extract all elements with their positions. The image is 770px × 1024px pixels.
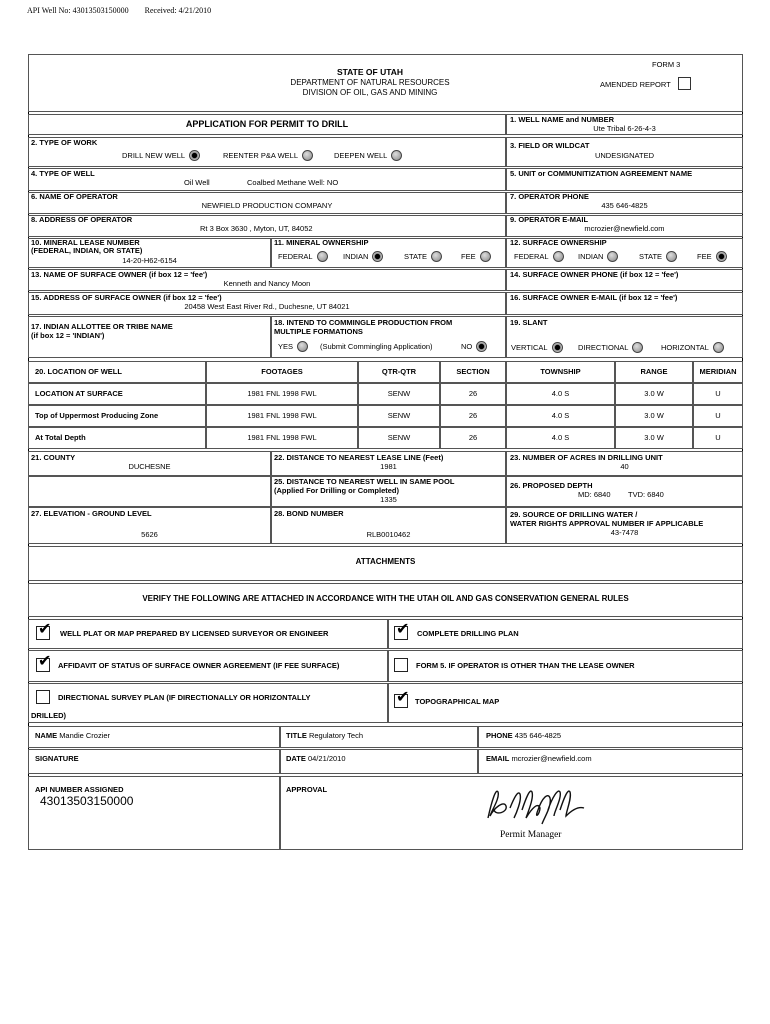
loc-header-text: SECTION: [456, 367, 490, 376]
loc-cell-value: 4.0 S: [551, 389, 570, 398]
attach-6-label: TOPOGRAPHICAL MAP: [415, 697, 500, 706]
surface-owner-phone-label: 14. SURFACE OWNER PHONE (if box 12 = 'fee'): [510, 270, 679, 279]
loc-cell-value: 26: [468, 389, 478, 398]
commingle-opt-yes[interactable]: [278, 341, 308, 352]
slant-opt-directional[interactable]: [578, 342, 643, 353]
state-label: STATE: [404, 252, 428, 261]
loc-header-text: FOOTAGES: [261, 367, 303, 376]
mineral-opt-indian[interactable]: [343, 251, 383, 262]
api-number-value: 43013503150000: [40, 794, 134, 808]
radio-selected-icon: [716, 251, 727, 262]
radio-icon: [607, 251, 618, 262]
radio-icon: [632, 342, 643, 353]
commingle-opt-no[interactable]: [461, 341, 487, 352]
radio-icon: [666, 251, 677, 262]
nearest-well-value: 1335: [380, 495, 397, 504]
county-value: DUCHESNE: [128, 462, 171, 471]
well-name-value: Ute Tribal 6-26-4-3: [593, 124, 656, 133]
blank-cell: [28, 476, 271, 507]
county-label: 21. COUNTY: [31, 453, 76, 462]
water-source-value: 43-7478: [610, 528, 639, 537]
amended-checkbox[interactable]: [678, 77, 691, 90]
deepen-label: DEEPEN WELL: [334, 151, 388, 160]
operator-phone-value: 435 646-4825: [601, 201, 648, 210]
verify-text: VERIFY THE FOLLOWING ARE ATTACHED IN ACCORDANCE WITH THE UTAH OIL AND GAS CONSERVATION GENERAL RULES: [142, 594, 629, 603]
loc-cell-value: SENW: [387, 389, 411, 398]
check-icon: ✔: [396, 621, 410, 638]
attach-1-label: WELL PLAT OR MAP PREPARED BY LICENSED SURVEYOR OR ENGINEER: [60, 629, 329, 638]
loc-header-text: TOWNSHIP: [540, 367, 581, 376]
commingle-note: (Submit Commingling Application): [320, 342, 433, 351]
commingle-label: 18. INTEND TO COMMINGLE PRODUCTION FROM: [274, 318, 453, 327]
mineral-lease-sublabel: (FEDERAL, INDIAN, OR STATE): [31, 246, 143, 255]
mineral-lease-label: 10. MINERAL LEASE NUMBER: [31, 238, 140, 247]
surface-owner-address-label: 15. ADDRESS OF SURFACE OWNER (if box 12 = 'fee'): [31, 293, 222, 302]
attach-6-checkbox[interactable]: [394, 689, 410, 708]
indian-allottee-sublabel: (if box 12 = 'INDIAN'): [31, 331, 105, 340]
type-of-work-label: 2. TYPE OF WORK: [31, 138, 98, 147]
operator-phone-label: 7. OPERATOR PHONE: [510, 192, 589, 201]
field-wildcat-label: 3. FIELD OR WILDCAT: [510, 141, 590, 150]
opt-drill-new-well[interactable]: [122, 150, 200, 161]
form-number: FORM 3: [652, 60, 681, 69]
attachments-title: ATTACHMENTS: [355, 557, 416, 566]
attach-5-label: DIRECTIONAL SURVEY PLAN (IF DIRECTIONALLY OR HORIZONTALLY: [58, 693, 311, 702]
surface-owner-address-value: 20458 West East River Rd., Duchesne, UT 84021: [184, 302, 350, 311]
attach-2-label: COMPLETE DRILLING PLAN: [417, 629, 519, 638]
water-source-label: 29. SOURCE OF DRILLING WATER /: [510, 510, 638, 519]
division-title: DIVISION OF OIL, GAS AND MINING: [302, 88, 438, 97]
operator-email-label: 9. OPERATOR E-MAIL: [510, 215, 589, 224]
nearest-well-label: 25. DISTANCE TO NEAREST WELL IN SAME POOL: [274, 477, 455, 486]
well-name-label: 1. WELL NAME and NUMBER: [510, 115, 615, 124]
title-label: TITLE: [286, 731, 307, 740]
radio-icon: [480, 251, 491, 262]
attach-5-label-cont: DRILLED): [31, 711, 66, 720]
loc-cell-value: U: [715, 433, 721, 442]
surface-opt-fee[interactable]: [697, 251, 727, 262]
lease-line-distance-value: 1981: [380, 462, 397, 471]
attach-3-checkbox[interactable]: [36, 653, 52, 672]
name-field: [35, 731, 110, 740]
loc-cell-value: 26: [468, 411, 478, 420]
radio-icon: [431, 251, 442, 262]
elevation-label: 27. ELEVATION - GROUND LEVEL: [31, 509, 152, 518]
permit-manager-label: Permit Manager: [500, 830, 562, 840]
type-of-well-label: 4. TYPE OF WELL: [31, 169, 95, 178]
application-title: APPLICATION FOR PERMIT TO DRILL: [185, 119, 349, 129]
check-icon: ✔: [38, 653, 52, 670]
loc-cell-value: SENW: [387, 433, 411, 442]
date-value: 04/21/2010: [307, 754, 346, 763]
lease-line-distance-label: 22. DISTANCE TO NEAREST LEASE LINE (Feet): [274, 453, 444, 462]
mineral-opt-state[interactable]: [404, 251, 442, 262]
loc-header-text: RANGE: [640, 367, 668, 376]
loc-row-label: Top of Uppermost Producing Zone: [35, 411, 159, 420]
drill-new-well-label: DRILL NEW WELL: [122, 151, 186, 160]
indian-label: INDIAN: [578, 252, 604, 261]
attach-5-checkbox[interactable]: [36, 690, 50, 704]
slant-opt-horizontal[interactable]: [661, 342, 724, 353]
radio-selected-icon: [476, 341, 487, 352]
operator-address-value: Rt 3 Box 3630 , Myton, UT, 84052: [200, 224, 313, 233]
opt-deepen-well[interactable]: [334, 150, 402, 161]
slant-label: 19. SLANT: [510, 318, 548, 327]
approval-signature-icon: [482, 780, 592, 826]
api-number-label: API NUMBER ASSIGNED: [35, 785, 124, 794]
attach-3-label: AFFIDAVIT OF STATUS OF SURFACE OWNER AGREEMENT (IF FEE SURFACE): [58, 661, 340, 670]
federal-label: FEDERAL: [278, 252, 313, 261]
attach-4-label: FORM 5. IF OPERATOR IS OTHER THAN THE LEASE OWNER: [416, 661, 635, 670]
loc-row-label: At Total Depth: [35, 433, 86, 442]
radio-selected-icon: [552, 342, 563, 353]
fee-label: FEE: [461, 252, 476, 261]
federal-label: FEDERAL: [514, 252, 549, 261]
surface-owner-email-label: 16. SURFACE OWNER E-MAIL (if box 12 = 'fee'): [510, 293, 678, 302]
email-field: [486, 754, 592, 763]
fee-label: FEE: [697, 252, 712, 261]
yes-label: YES: [278, 342, 294, 351]
elevation-value: 5626: [141, 530, 158, 539]
state-title: STATE OF UTAH: [336, 67, 404, 77]
mineral-ownership-label: 11. MINERAL OWNERSHIP: [274, 238, 369, 247]
reenter-label: REENTER P&A WELL: [223, 151, 299, 160]
loc-cell-value: 3.0 W: [644, 433, 664, 442]
coalbed-methane-value: Coalbed Methane Well: NO: [247, 178, 339, 187]
opt-reenter-pa-well[interactable]: [223, 150, 313, 161]
bond-number-value: RLB0010462: [366, 530, 411, 539]
indian-allottee-label: 17. INDIAN ALLOTTEE OR TRIBE NAME: [31, 322, 173, 331]
bond-number-label: 28. BOND NUMBER: [274, 509, 344, 518]
date-label: DATE: [286, 754, 306, 763]
radio-selected-icon: [372, 251, 383, 262]
loc-row-label: LOCATION AT SURFACE: [35, 389, 123, 398]
acres-label: 23. NUMBER OF ACRES IN DRILLING UNIT: [510, 453, 663, 462]
attach-5-cell: [28, 683, 388, 723]
radio-icon: [302, 150, 313, 161]
name-value: Mandie Crozier: [59, 731, 111, 740]
surface-ownership-label: 12. SURFACE OWNERSHIP: [510, 238, 607, 247]
loc-cell-value: 26: [468, 433, 478, 442]
indian-label: INDIAN: [343, 252, 369, 261]
loc-cell-value: 3.0 W: [644, 411, 664, 420]
attach-4-checkbox[interactable]: [394, 658, 408, 672]
operator-name-label: 6. NAME OF OPERATOR: [31, 192, 118, 201]
dept-title: DEPARTMENT OF NATURAL RESOURCES: [290, 78, 450, 87]
loc-cell-value: 1981 FNL 1998 FWL: [247, 411, 317, 420]
proposed-tvd-value: TVD: 6840: [628, 490, 664, 499]
operator-address-label: 8. ADDRESS OF OPERATOR: [31, 215, 133, 224]
signature-label: SIGNATURE: [35, 754, 79, 763]
proposed-depth-label: 26. PROPOSED DEPTH: [510, 481, 593, 490]
surface-owner-name-label: 13. NAME OF SURFACE OWNER (if box 12 = 'fee'): [31, 270, 208, 279]
no-label: NO: [461, 342, 473, 351]
radio-icon: [553, 251, 564, 262]
check-icon: ✔: [38, 621, 52, 638]
attach-2-checkbox[interactable]: [394, 621, 410, 640]
directional-label: DIRECTIONAL: [578, 343, 629, 352]
title-value: Regulatory Tech: [308, 731, 363, 740]
loc-cell-value: SENW: [387, 411, 411, 420]
horizontal-label: HORIZONTAL: [661, 343, 709, 352]
vertical-label: VERTICAL: [511, 343, 548, 352]
surface-owner-name-value: Kenneth and Nancy Moon: [223, 279, 311, 288]
mineral-opt-fee[interactable]: [461, 251, 491, 262]
loc-cell-value: U: [715, 389, 721, 398]
radio-icon: [391, 150, 402, 161]
email-value: mcrozier@newfield.com: [511, 754, 592, 763]
nearest-well-sublabel: (Applied For Drilling or Completed): [274, 486, 399, 495]
surface-opt-federal[interactable]: [514, 251, 564, 262]
commingle-sublabel: MULTIPLE FORMATIONS: [274, 327, 363, 336]
received-date: Received: 4/21/2010: [144, 6, 212, 15]
water-source-sublabel: WATER RIGHTS APPROVAL NUMBER IF APPLICABLE: [510, 519, 704, 528]
loc-cell-value: 4.0 S: [551, 433, 570, 442]
phone-label: PHONE: [486, 731, 513, 740]
state-label: STATE: [639, 252, 663, 261]
loc-header-text: MERIDIAN: [699, 367, 737, 376]
mineral-lease-value: 14-20-H62-6154: [122, 256, 177, 265]
amended-label: AMENDED REPORT: [600, 80, 671, 89]
api-well-no: API Well No: 43013503150000: [27, 6, 129, 15]
phone-value: 435 646-4825: [514, 731, 562, 740]
radio-icon: [297, 341, 308, 352]
loc-cell-value: 4.0 S: [551, 411, 570, 420]
operator-email-value: mcrozier@newfield.com: [584, 224, 665, 233]
loc-header-text: 20. LOCATION OF WELL: [35, 367, 122, 376]
loc-header-text: QTR-QTR: [381, 367, 417, 376]
acres-value: 40: [620, 462, 629, 471]
loc-cell-value: 1981 FNL 1998 FWL: [247, 389, 317, 398]
surface-opt-indian[interactable]: [578, 251, 618, 262]
radio-icon: [713, 342, 724, 353]
check-icon: ✔: [396, 689, 410, 706]
mineral-opt-federal[interactable]: [278, 251, 328, 262]
email-label: EMAIL: [486, 754, 510, 763]
loc-cell-value: 3.0 W: [644, 389, 664, 398]
phone-field: [486, 731, 561, 740]
date-field: [286, 754, 346, 763]
radio-selected-icon: [189, 150, 200, 161]
loc-cell-value: 1981 FNL 1998 FWL: [247, 433, 317, 442]
title-field: [286, 731, 363, 740]
surface-opt-state[interactable]: [639, 251, 677, 262]
name-label: NAME: [35, 731, 58, 740]
field-wildcat-value: UNDESIGNATED: [594, 151, 655, 160]
radio-icon: [317, 251, 328, 262]
type-of-well-value: Oil Well: [184, 178, 210, 187]
slant-opt-vertical[interactable]: [511, 342, 563, 353]
operator-name-value: NEWFIELD PRODUCTION COMPANY: [201, 201, 333, 210]
header-line: [27, 6, 225, 15]
unit-agreement-label: 5. UNIT or COMMUNITIZATION AGREEMENT NAME: [510, 169, 693, 178]
approval-label: APPROVAL: [286, 785, 328, 794]
attach-1-checkbox[interactable]: [36, 621, 52, 640]
proposed-md-value: MD: 6840: [578, 490, 611, 499]
loc-cell-value: U: [715, 411, 721, 420]
